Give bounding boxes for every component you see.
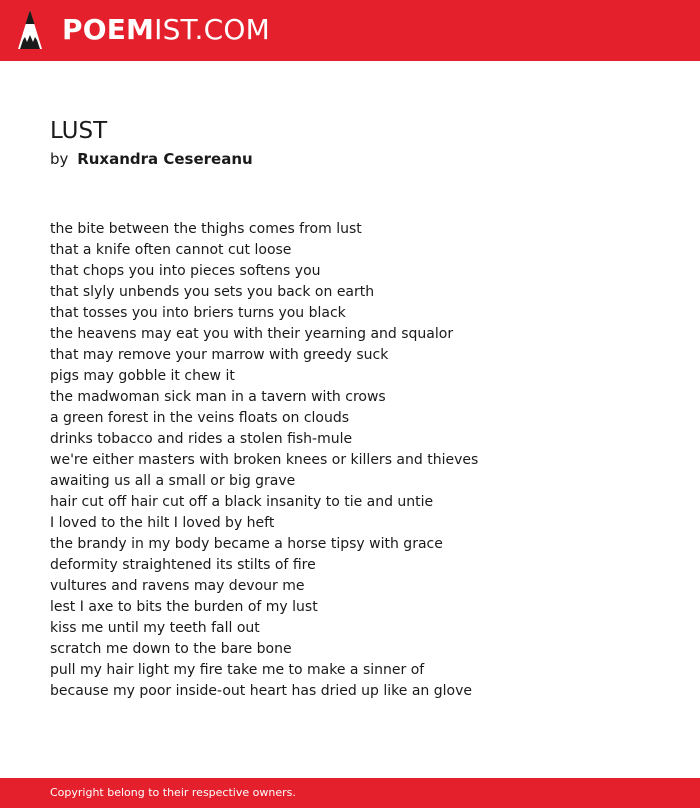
logo-light-text: IST.COM: [154, 13, 270, 46]
poem-body: [50, 219, 478, 702]
poem-line: a green forest in the veins floats on clouds: [50, 410, 350, 426]
poem-line: deformity straightened its stilts of fire: [50, 557, 316, 573]
poem-line: scratch me down to the bare bone: [50, 641, 292, 657]
site-logo[interactable]: [62, 12, 270, 48]
poem-line: that slyly unbends you sets you back on earth: [50, 284, 375, 300]
site-header: [0, 0, 700, 61]
poem-line: because my poor inside-out heart has dried up like an glove: [50, 683, 472, 699]
poem-line: the heavens may eat you with their yearning and squalor: [50, 326, 454, 342]
poem-line: that may remove your marrow with greedy suck: [50, 347, 389, 363]
by-label: by: [50, 150, 69, 168]
poem-line: kiss me until my teeth fall out: [50, 620, 260, 636]
poem-line: hair cut off hair cut off a black insanity to tie and untie: [50, 494, 434, 510]
poem-line: that chops you into pieces softens you: [50, 263, 321, 279]
poem-line: awaiting us all a small or big grave: [50, 473, 296, 489]
poem-line: the bite between the thighs comes from lust: [50, 221, 362, 237]
poem-line: the brandy in my body became a horse tipsy with grace: [50, 536, 443, 552]
poem-line: lest I axe to bits the burden of my lust: [50, 599, 318, 615]
poem-line: pigs may gobble it chew it: [50, 368, 235, 384]
poem-line: drinks tobacco and rides a stolen fish-mule: [50, 431, 353, 447]
poem-line: vultures and ravens may devour me: [50, 578, 305, 594]
poem-line: pull my hair light my fire take me to make a sinner of: [50, 662, 425, 678]
logo-bold-text: POEM: [62, 13, 155, 46]
site-footer: [0, 778, 700, 808]
poem-line: that a knife often cannot cut loose: [50, 242, 292, 258]
poem-title: LUST: [50, 118, 108, 144]
poem-byline: [50, 148, 253, 170]
copyright-text: Copyright belong to their respective owners.: [50, 786, 296, 799]
poem-line: I loved to the hilt I loved by heft: [50, 515, 275, 531]
poem-author: Ruxandra Cesereanu: [77, 150, 253, 168]
pencil-icon[interactable]: [17, 9, 43, 51]
poem-line: that tosses you into briers turns you black: [50, 305, 346, 321]
poem-line: the madwoman sick man in a tavern with crows: [50, 389, 386, 405]
poem-line: we're either masters with broken knees or killers and thieves: [50, 452, 479, 468]
